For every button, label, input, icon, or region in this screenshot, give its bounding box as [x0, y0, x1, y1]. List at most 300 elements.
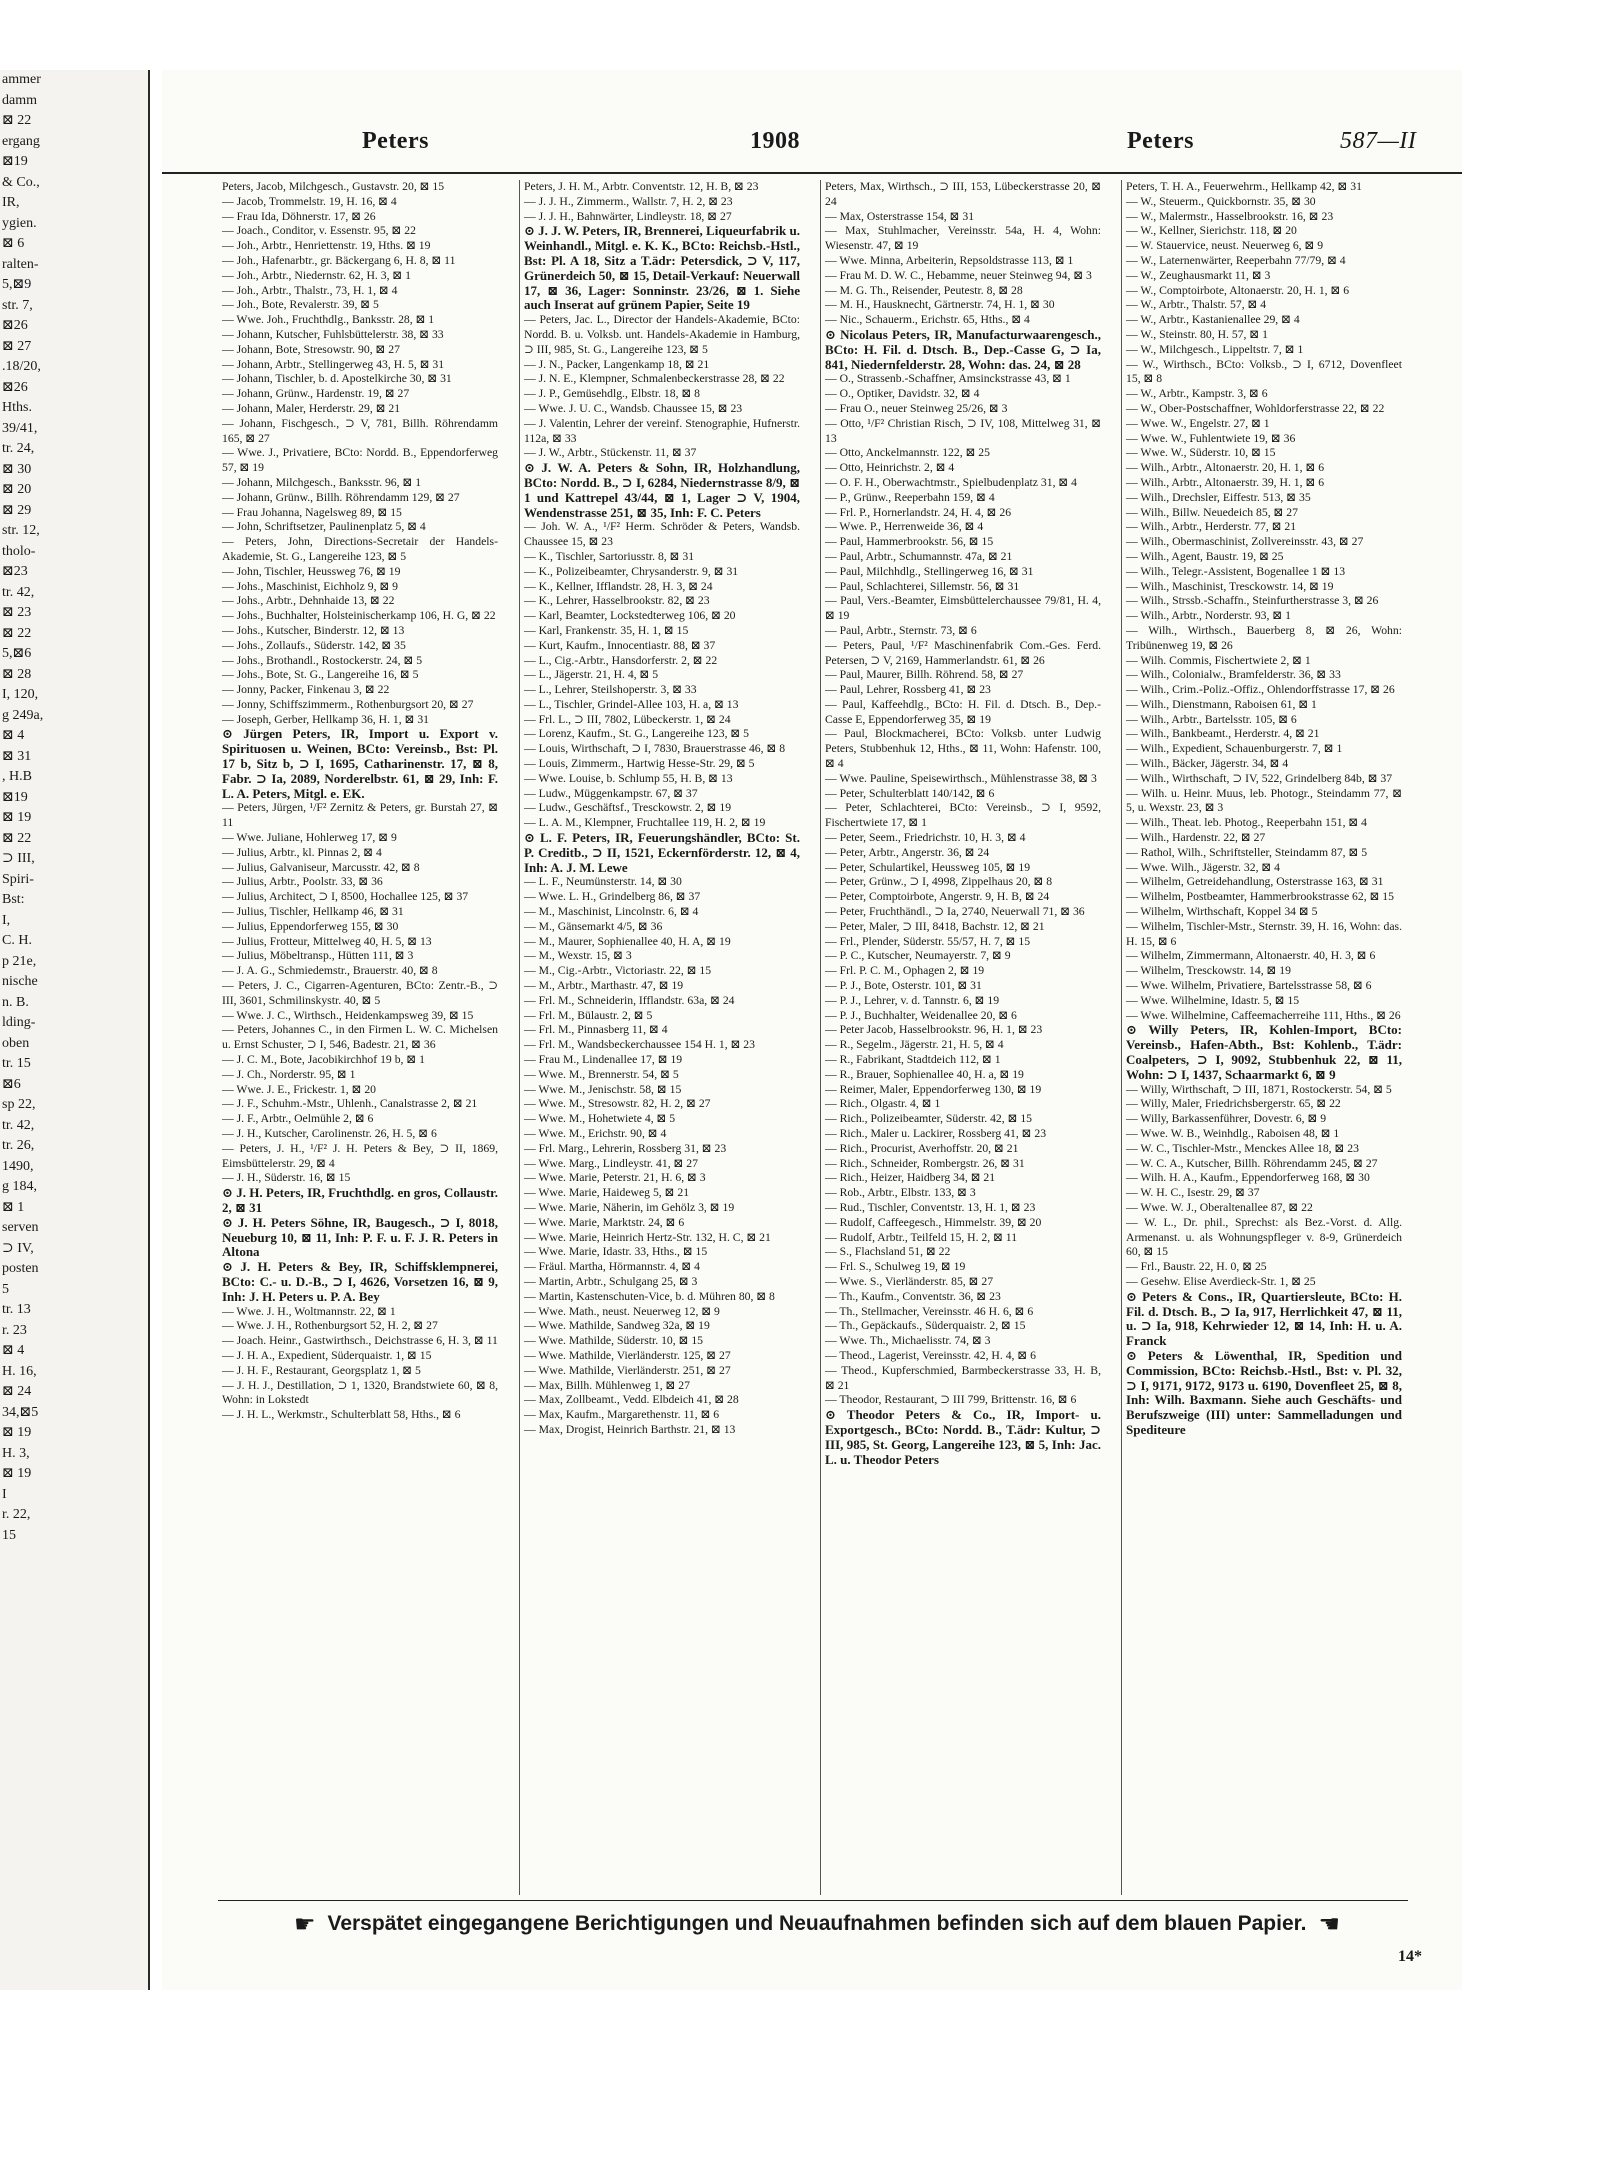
directory-entry: — Johann, Arbtr., Stellingerweg 43, H. 5, ⊠ 31 [222, 357, 445, 371]
directory-entry: — Johs., Arbtr., Dehnhaide 13, ⊠ 22 [222, 594, 395, 608]
left-page-fragment: oben [2, 1035, 30, 1051]
directory-entry: — Johann, Kutscher, Fuhlsbüttelerstr. 38, ⊠ 33 [222, 327, 444, 341]
left-page-fragment: ⊠19 [2, 154, 28, 169]
directory-entry: — W. H. C., Isestr. 29, ⊠ 37 [1126, 1186, 1260, 1200]
header-page-number: 587—II [1340, 128, 1417, 154]
directory-entry: — Frl. M., Schneiderin, Ifflandstr. 63a, ⊠ 24 [524, 993, 735, 1007]
left-page-fragment: I, 120, [2, 687, 39, 702]
directory-entry: — Frl. M., Pinnasberg 11, ⊠ 4 [524, 1023, 668, 1037]
directory-entry: — Wilh., Bäcker, Jägerstr. 34, ⊠ 4 [1126, 757, 1289, 771]
directory-entry: — Rich., Procurist, Averhoffstr. 20, ⊠ 21 [825, 1141, 1019, 1155]
left-page-fragment: serven [2, 1220, 39, 1235]
left-page-fragment: g 184, [2, 1179, 37, 1194]
directory-entry: — Wwe. Wilhelmine, Caffeemacherreihe 111, Hths., ⊠ 26 [1126, 1008, 1401, 1022]
directory-entry: — Willy, Wirthschaft, ⊃ III, 1871, Rostockerstr. 54, ⊠ 5 [1126, 1082, 1392, 1096]
left-page-fragment: ⊠ 22 [2, 113, 32, 128]
left-page-fragment: ⊠ 30 [2, 461, 32, 477]
scan-margin [0, 0, 1600, 60]
directory-entry: — Th., Gepäckaufs., Süderquaistr. 2, ⊠ 15 [825, 1319, 1026, 1333]
left-page-fragment: H. 3, [2, 1445, 30, 1461]
left-page-fragment: ⊠ 19 [2, 810, 32, 825]
directory-entry: — Rudolf, Caffeegesch., Himmelstr. 39, ⊠ 20 [825, 1215, 1042, 1229]
directory-entry: — Wwe. M., Jenischstr. 58, ⊠ 15 [524, 1082, 682, 1096]
directory-entry: — Peter, Grünw., ⊃ I, 4998, Zippelhaus 20, ⊠ 8 [825, 875, 1053, 889]
left-page-fragment: tr. 15 [2, 1056, 31, 1071]
directory-entry: — Wwe. W. B., Weinhdlg., Raboisen 48, ⊠ 1 [1126, 1127, 1340, 1140]
pointing-hand-icon: ☚ [1318, 1910, 1341, 1938]
directory-entry: — Wwe. Th., Michaelisstr. 74, ⊠ 3 [825, 1334, 991, 1348]
directory-entry: — John, Schriftsetzer, Paulinenplatz 5, ⊠ 4 [222, 520, 426, 534]
left-page-fragment: ⊠ 19 [2, 1466, 32, 1481]
directory-entry: — M. G. Th., Reisender, Peutestr. 8, ⊠ 28 [825, 283, 1023, 297]
directory-entry: — Wilh., Obermaschinist, Zollvereinsstr. 43, ⊠ 27 [1126, 535, 1364, 549]
directory-entry: — Joach., Conditor, v. Essenstr. 95, ⊠ 22 [222, 224, 416, 238]
left-page-fragment: 5,⊠6 [2, 646, 32, 661]
directory-entry: — Wilh., Arbtr., Altonaerstr. 39, H. 1, ⊠ 6 [1126, 475, 1325, 489]
directory-entry: — Wwe. W. J., Oberaltenallee 87, ⊠ 22 [1126, 1200, 1313, 1214]
footer-notice [232, 1906, 1402, 1942]
directory-entry: — Otto, Anckelmannstr. 122, ⊠ 25 [825, 446, 990, 460]
left-page-fragment: ⊠ 22 [2, 625, 32, 641]
directory-entry: — Peter, Arbtr., Angerstr. 36, ⊠ 24 [825, 845, 990, 859]
directory-entry: — Wilhelm, Tischler-Mstr., Sternstr. 39, H. 16, Wohn: das. H. 15, ⊠ 6 [1126, 919, 1402, 948]
directory-entry: — O., Strassenb.-Schaffner, Amsinckstrasse 43, ⊠ 1 [825, 372, 1071, 386]
directory-entry: — P. C., Kutscher, Neumayerstr. 7, ⊠ 9 [825, 949, 1011, 963]
directory-entry: — Peter, Schulartikel, Heussweg 105, ⊠ 19 [825, 860, 1031, 874]
left-page-fragment: ⊠ 20 [2, 482, 32, 497]
directory-entry: — Wwe. M., Hohetwiete 4, ⊠ 5 [524, 1112, 676, 1126]
directory-entry: — Wilh., Wirthschaft, ⊃ IV, 522, Grindelberg 84b, ⊠ 37 [1126, 771, 1393, 785]
directory-entry: — Wwe. S., Vierländerstr. 85, ⊠ 27 [825, 1274, 994, 1288]
directory-entry: — Max, Drogist, Heinrich Barthstr. 21, ⊠ 13 [524, 1422, 736, 1436]
directory-entry: — Johs., Kutscher, Binderstr. 12, ⊠ 13 [222, 623, 405, 637]
header-right-name: Peters [1127, 128, 1194, 154]
left-page-fragment: ⊃ IV, [2, 1240, 34, 1256]
left-page-fragment: Hths. [2, 400, 32, 415]
directory-entry: — Wilh., Telegr.-Assistent, Bogenallee 1 ⊠ 13 [1126, 564, 1346, 578]
directory-entry: — J. H., Kutscher, Carolinenstr. 26, H. 5, ⊠ 6 [222, 1127, 437, 1140]
directory-entry: — W., Malermstr., Hasselbrookstr. 16, ⊠ 23 [1126, 209, 1334, 223]
left-page-fragment: .18/20, [2, 359, 41, 374]
directory-entry: — Willy, Barkassenführer, Dovestr. 6, ⊠ 9 [1126, 1112, 1327, 1126]
directory-entry: — J. C. M., Bote, Jacobikirchhof 19 b, ⊠ 1 [222, 1053, 425, 1067]
left-page-fragment: r. 22, [2, 1507, 31, 1522]
left-page-fragment: ⊠ 31 [2, 748, 32, 764]
directory-entry: — Johann, Bote, Stresowstr. 90, ⊠ 27 [222, 342, 400, 356]
left-page-fragment: sp 22, [2, 1097, 36, 1112]
left-page-fragment: ⊠ 4 [2, 728, 25, 743]
pointing-hand-icon: ☛ [293, 1910, 316, 1938]
left-page-fragment: ⊠ 6 [2, 236, 25, 251]
directory-entry: — Frl. P., Hornerlandstr. 24, H. 4, ⊠ 26 [825, 505, 1012, 519]
directory-entry: — Rich., Olgastr. 4, ⊠ 1 [825, 1097, 941, 1111]
left-page-fragment: tr. 42, [2, 1117, 35, 1133]
directory-entry: — Wilh., Arbtr., Altonaerstr. 20, H. 1, ⊠ 6 [1126, 461, 1325, 475]
directory-entry: — K., Kellner, Ifflandstr. 28, H. 3, ⊠ 24 [524, 579, 713, 593]
directory-entry: — Johs., Bote, St. G., Langereihe 16, ⊠ 5 [222, 668, 419, 682]
left-page-fragment: tr. 42, [2, 584, 35, 600]
directory-entry: — Wwe. J. H., Rothenburgsort 52, H. 2, ⊠ 27 [222, 1319, 438, 1333]
directory-entry: — Wilhelm, Zimmermann, Altonaerstr. 40, H. 3, ⊠ 6 [1126, 949, 1376, 963]
left-page-fragment: p 21e, [2, 953, 37, 969]
directory-entry: — Fräul. Martha, Hörmannstr. 4, ⊠ 4 [524, 1260, 700, 1274]
directory-entry: — Frau O., neuer Steinweg 25/26, ⊠ 3 [825, 401, 1008, 415]
directory-entry: — Julius, Architect, ⊃ I, 8500, Hochallee 125, ⊠ 37 [222, 890, 469, 904]
header-left-name: Peters [362, 128, 429, 154]
directory-entry: — Joh., Bote, Revalerstr. 39, ⊠ 5 [222, 298, 379, 312]
directory-entry: ⊙ Willy Peters, IR, Kohlen-Import, BCto: Vereinsb., Hafen-Abth., Bst: Kohlenb., T.ädr: Coalpeters, ⊃ I, 9092, Stubbenhuk 22, ⊠ 11, Wohn: ⊃ I, 1437, Schaarmarkt 6, ⊠ 9 [1126, 1022, 1402, 1082]
directory-entry: — Julius, Arbtr., kl. Pinnas 2, ⊠ 4 [222, 845, 382, 859]
directory-entry: — Ludw., Müggenkampstr. 67, ⊠ 37 [524, 786, 698, 800]
directory-entry: — Nic., Schauerm., Erichstr. 65, Hths., ⊠ 4 [825, 313, 1030, 327]
directory-entry: — J. P., Gemüsehdlg., Elbstr. 18, ⊠ 8 [524, 387, 701, 401]
left-page-fragment: C. H. [2, 933, 32, 948]
directory-entry: — O. F. H., Oberwachtmstr., Spielbudenplatz 31, ⊠ 4 [825, 475, 1077, 489]
directory-entry: — W. L., Dr. phil., Sprechst: als Bez.-Vorst. d. Allg. Armenanst. u. als Wohnungspfleger v. 8-9, Grünerdeich 60, ⊠ 15 [1126, 1215, 1402, 1259]
directory-entry: — Wwe. Mathilde, Süderstr. 10, ⊠ 15 [524, 1334, 704, 1348]
directory-entry: — Frau M., Lindenallee 17, ⊠ 19 [524, 1053, 683, 1067]
directory-entry: — Rich., Heizer, Haidberg 34, ⊠ 21 [825, 1171, 996, 1185]
directory-entry: — Wwe. J. H., Woltmannstr. 22, ⊠ 1 [222, 1304, 396, 1318]
directory-entry: — Julius, Galvaniseur, Marcusstr. 42, ⊠ 8 [222, 860, 420, 874]
left-page-fragment: r. 23 [2, 1322, 27, 1338]
directory-entry: — Frau Ida, Döhnerstr. 17, ⊠ 26 [222, 209, 376, 223]
page-mark: 14* [1398, 1948, 1422, 1965]
left-page-fragment: tr. 24, [2, 441, 35, 456]
directory-entry: — Johann, Maler, Herderstr. 29, ⊠ 21 [222, 401, 401, 415]
directory-entry: — Wilh. Commis, Fischertwiete 2, ⊠ 1 [1126, 653, 1311, 667]
directory-entry: ⊙ J. H. Peters, IR, Fruchthdlg. en gros, Collaustr. 2, ⊠ 31 [222, 1185, 498, 1215]
directory-entry: — Wilhelm, Tresckowstr. 14, ⊠ 19 [1126, 964, 1291, 978]
directory-entry: — Wwe. Wilhelmine, Idastr. 5, ⊠ 15 [1126, 993, 1300, 1007]
directory-entry: — W., Laternenwärter, Reeperbahn 77/79, ⊠ 4 [1126, 253, 1346, 267]
left-page-fragment: ⊠ 28 [2, 666, 32, 682]
directory-entry: ⊙ J. H. Peters & Bey, IR, Schiffsklempnerei, BCto: C.- u. D.-B., ⊃ I, 4626, Vorsetzen 16, ⊠ 9, Inh: J. H. Peters u. P. A. Bey [222, 1259, 498, 1304]
directory-entry: — J. A. G., Schmiedemstr., Brauerstr. 40, ⊠ 8 [222, 964, 438, 978]
directory-entry: Peters, T. H. A., Feuerwehrm., Hellkamp 42, ⊠ 31 [1126, 180, 1362, 193]
directory-entry: — Joh., Arbtr., Niedernstr. 62, H. 3, ⊠ 1 [222, 268, 411, 282]
directory-entry: — Wwe. Louise, b. Schlump 55, H. B, ⊠ 13 [524, 771, 733, 785]
directory-entry: — J. F., Arbtr., Oelmühle 2, ⊠ 6 [222, 1112, 374, 1126]
directory-entry: — O., Optiker, Davidstr. 32, ⊠ 4 [825, 387, 980, 401]
header-year: 1908 [750, 128, 800, 154]
directory-entry: — Paul, Vers.-Beamter, Eimsbüttelerchaussee 79/81, H. 4, ⊠ 19 [825, 594, 1101, 623]
directory-entry: — Karl, Beamter, Lockstedterweg 106, ⊠ 20 [524, 609, 736, 623]
directory-entry: — Wilh. u. Heinr. Muus, leb. Photogr., Steindamm 77, ⊠ 5, u. Wexstr. 23, ⊠ 3 [1126, 786, 1402, 815]
directory-entry: — W., Wirthsch., BCto: Volksb., ⊃ I, 6712, Dovenfleet 15, ⊠ 8 [1126, 357, 1402, 386]
directory-entry: — Peter, Comptoirbote, Angerstr. 9, H. B, ⊠ 24 [825, 890, 1050, 904]
directory-entry: — Theod., Kupferschmied, Barmbeckerstrasse 33, H. B, ⊠ 21 [825, 1363, 1101, 1392]
directory-entry: — Wwe. M., Stresowstr. 82, H. 2, ⊠ 27 [524, 1097, 711, 1111]
left-page-fragment: tholo- [2, 543, 36, 559]
directory-entry: — W. C., Tischler-Mstr., Menckes Allee 18, ⊠ 23 [1126, 1141, 1359, 1155]
directory-entry: — Max, Osterstrasse 154, ⊠ 31 [825, 209, 975, 223]
left-page-fragment: ⊠ 22 [2, 830, 32, 846]
directory-entry: — Wilh., Billw. Neuedeich 85, ⊠ 27 [1126, 505, 1298, 519]
directory-entry: — Julius, Möbeltransp., Hütten 111, ⊠ 3 [222, 949, 414, 963]
directory-entry: — W., Steinstr. 80, H. 57, ⊠ 1 [1126, 327, 1268, 341]
directory-entry: — Th., Stellmacher, Vereinsstr. 46 H. 6, ⊠ 6 [825, 1304, 1034, 1318]
directory-entry: — Peters, J. C., Cigarren-Agenturen, BCto: Zentr.-B., ⊃ III, 3601, Schmilinskystr. 40, ⊠ 5 [222, 979, 498, 1007]
directory-entry: — Wilhelm, Wirthschaft, Koppel 34 ⊠ 5 [1126, 905, 1318, 919]
directory-entry: — R., Brauer, Sophienallee 40, H. a, ⊠ 19 [825, 1067, 1024, 1081]
entry-columns [218, 180, 1408, 1895]
footer-rule [218, 1900, 1408, 1901]
directory-entry: — Paul, Arbtr., Sternstr. 73, ⊠ 6 [825, 623, 977, 637]
directory-entry: — J. Ch., Norderstr. 95, ⊠ 1 [222, 1067, 356, 1081]
directory-entry: — Paul, Blockmacherei, BCto: Volksb. unter Ludwig Peters, Stubbenhuk 12, Hths., ⊠ 11, Wohn: Hafenstr. 100, ⊠ 4 [825, 727, 1101, 771]
left-page-fragment: 34,⊠5 [2, 1404, 39, 1420]
directory-entry: — K., Lehrer, Hasselbrookstr. 82, ⊠ 23 [524, 594, 710, 608]
directory-entry: — Otto, ¹/F² Christian Risch, ⊃ IV, 108, Mittelweg 31, ⊠ 13 [825, 416, 1101, 445]
left-page-fragment: 15 [2, 1527, 16, 1543]
directory-entry: — W., Comptoirbote, Altonaerstr. 20, H. 1, ⊠ 6 [1126, 283, 1350, 297]
directory-entry: — L., Jägerstr. 21, H. 4, ⊠ 5 [524, 668, 659, 682]
directory-entry: Peters, J. H. M., Arbtr. Conventstr. 12, H. B, ⊠ 23 [524, 180, 759, 193]
directory-entry: — Wwe. Minna, Arbeiterin, Repsoldstrasse 113, ⊠ 1 [825, 253, 1074, 267]
left-page-fragment: ⊠ 23 [2, 605, 32, 620]
directory-entry: — J. H. A., Expedient, Süderquaistr. 1, ⊠ 15 [222, 1348, 432, 1362]
directory-entry: — Wilh., Dienstmann, Raboisen 61, ⊠ 1 [1126, 697, 1317, 711]
directory-entry: — M. H., Hausknecht, Gärtnerstr. 74, H. 1, ⊠ 30 [825, 298, 1055, 312]
directory-entry: — Julius, Frotteur, Mittelweg 40, H. 5, ⊠ 13 [222, 934, 432, 948]
directory-entry: — Frl. M., Wandsbeckerchaussee 154 H. 1, ⊠ 23 [524, 1038, 755, 1052]
directory-entry: — Wwe. Marg., Lindleystr. 41, ⊠ 27 [524, 1156, 698, 1170]
directory-entry: — Wilh., Arbtr., Bartelsstr. 105, ⊠ 6 [1126, 712, 1297, 726]
directory-entry: — J. H., Süderstr. 16, ⊠ 15 [222, 1171, 351, 1185]
directory-entry: — Frl. L., ⊃ III, 7802, Lübeckerstr. 1, ⊠ 24 [524, 712, 731, 726]
directory-entry: — Johann, Milchgesch., Banksstr. 96, ⊠ 1 [222, 475, 422, 489]
left-page-fragment: posten [2, 1261, 39, 1276]
directory-entry: — Wwe. Mathilde, Vierländerstr. 251, ⊠ 27 [524, 1363, 731, 1377]
directory-entry: ⊙ Peters & Cons., IR, Quartiersleute, BCto: H. Fil. d. Dtsch. B., ⊃ Ia, 917, Herrlichkeit 47, ⊠ 11, u. ⊃ Ia, 918, Kehrwieder 12, ⊠ 14, Inh: H. u. A. Franck [1126, 1288, 1402, 1349]
directory-entry: — Frl. P. C. M., Ophagen 2, ⊠ 19 [825, 964, 985, 978]
directory-entry: — Frau M. D. W. C., Hebamme, neuer Steinweg 94, ⊠ 3 [825, 268, 1092, 282]
directory-entry: — M., Maschinist, Lincolnstr. 6, ⊠ 4 [524, 905, 699, 919]
column-1 [218, 180, 502, 1895]
left-page-fragment: ralten- [2, 256, 39, 272]
directory-entry: — M., Cig.-Arbtr., Victoriastr. 22, ⊠ 15 [524, 964, 712, 978]
left-page-fragment: 1490, [2, 1158, 34, 1174]
directory-entry: — Wilh., Arbtr., Norderstr. 93, ⊠ 1 [1126, 609, 1291, 623]
directory-entry: ⊙ Peters & Löwenthal, IR, Spedition und Commission, BCto: Reichsb.-Hstl., Bst: v. Pl. 32, ⊃ I, 9171, 9172, 9173 u. 6190, Dovenfleet 25, ⊠ 8, Inh: Wilh. Baxmann. Siehe auch Geschäfts- und Berufszweige (III) unter: Sammelladungen und Spediteure [1126, 1347, 1402, 1437]
directory-entry: — Paul, Hammerbrookstr. 56, ⊠ 15 [825, 535, 994, 549]
left-page-fragment: ⊠19 [2, 789, 28, 805]
left-page-fragment: ⊠26 [2, 379, 28, 395]
directory-entry: — Joh. W. A., ¹/F² Herm. Schröder & Peters, Wandsb. Chaussee 15, ⊠ 23 [524, 520, 800, 549]
directory-entry: — Paul, Arbtr., Schumannstr. 47a, ⊠ 21 [825, 549, 1013, 563]
directory-entry: — Wwe. Marie, Näherin, im Gehölz 3, ⊠ 19 [524, 1200, 735, 1214]
left-page-fragment: ⊠ 19 [2, 1425, 32, 1440]
directory-entry: — Frl., Baustr. 22, H. 0, ⊠ 25 [1126, 1260, 1267, 1274]
directory-entry: — Th., Kaufm., Conventstr. 36, ⊠ 23 [825, 1289, 1001, 1303]
directory-entry: — K., Tischler, Sartoriusstr. 8, ⊠ 31 [524, 549, 695, 563]
directory-entry: — Wilh., Theat. leb. Photog., Reeperbahn 151, ⊠ 4 [1126, 816, 1367, 830]
directory-entry: — Wwe. Marie, Marktstr. 24, ⊠ 6 [524, 1215, 685, 1229]
directory-entry: — Wwe. M., Erichstr. 90, ⊠ 4 [524, 1127, 667, 1140]
left-page-fragment: Bst: [2, 892, 25, 907]
footer-notice-text: Verspätet eingegangene Berichtigungen und Neuaufnahmen befinden sich auf dem blauen Papier. [327, 1912, 1307, 1935]
directory-entry: — Louis, Wirthschaft, ⊃ I, 7830, Brauerstrasse 46, ⊠ 8 [524, 742, 786, 756]
directory-entry: — Johann, Fischgesch., ⊃ V, 781, Billh. Röhrendamm 165, ⊠ 27 [222, 416, 498, 445]
directory-entry: — W., Zeughausmarkt 11, ⊠ 3 [1126, 268, 1271, 282]
directory-entry: — Gesehw. Elise Averdieck-Str. 1, ⊠ 25 [1126, 1274, 1316, 1288]
directory-entry: — Willy, Maler, Friedrichsbergerstr. 65, ⊠ 22 [1126, 1097, 1341, 1111]
directory-entry: — Julius, Arbtr., Poolstr. 33, ⊠ 36 [222, 875, 383, 889]
directory-entry: — Martin, Kastenschuten-Vice, b. d. Mühren 80, ⊠ 8 [524, 1289, 775, 1303]
directory-entry: — Wilh., Hardenstr. 22, ⊠ 27 [1126, 831, 1266, 845]
directory-entry: — Paul, Kaffeehdlg., BCto: H. Fil. d. Dtsch. B., Dep.-Casse E, Eppendorferweg 35, ⊠ 19 [825, 697, 1101, 726]
directory-entry: — Frl. S., Schulweg 19, ⊠ 19 [825, 1260, 966, 1274]
directory-entry: — Wwe. Wilhelm, Privatiere, Bartelsstrasse 58, ⊠ 6 [1126, 979, 1372, 993]
directory-entry: — Lorenz, Kaufm., St. G., Langereihe 123, ⊠ 5 [524, 727, 749, 741]
directory-entry: — Julius, Eppendorferweg 155, ⊠ 30 [222, 919, 399, 933]
left-page-fragment: ⊃ III, [2, 851, 35, 866]
left-page-fragment: 39/41, [2, 420, 38, 436]
directory-entry: — P. J., Lehrer, v. d. Tannstr. 6, ⊠ 19 [825, 993, 1000, 1007]
directory-entry: — Peter, Maler, ⊃ III, 8418, Bachstr. 12, ⊠ 21 [825, 919, 1045, 933]
directory-entry: — Wilh., Strssb.-Schaffn., Steinfurtherstrasse 3, ⊠ 26 [1126, 594, 1379, 608]
directory-entry: — J. Valentin, Lehrer der vereinf. Stenographie, Hufnerstr. 112a, ⊠ 33 [524, 416, 800, 445]
directory-entry: — J. J. H., Zimmerm., Wallstr. 7, H. 2, ⊠ 23 [524, 194, 733, 208]
directory-entry: — K., Polizeibeamter, Chrysanderstr. 9, ⊠ 31 [524, 564, 739, 578]
directory-entry: — S., Flachsland 51, ⊠ 22 [825, 1245, 951, 1259]
directory-entry: — Rich., Polizeibeamter, Süderstr. 42, ⊠ 15 [825, 1112, 1033, 1126]
directory-entry: — Wilh., Expedient, Schauenburgerstr. 7, ⊠ 1 [1126, 742, 1343, 756]
directory-entry: — J. H. F., Restaurant, Georgsplatz 1, ⊠ 5 [222, 1363, 421, 1377]
column-3 [820, 180, 1105, 1895]
directory-entry: — W., Arbtr., Kastanienallee 29, ⊠ 4 [1126, 313, 1300, 327]
directory-entry: — Wilhelm, Postbeamter, Hammerbrookstrasse 62, ⊠ 15 [1126, 890, 1394, 904]
directory-entry: — Rob., Arbtr., Elbstr. 133, ⊠ 3 [825, 1186, 976, 1200]
directory-entry: — Wwe. W., Engelstr. 27, ⊠ 1 [1126, 416, 1270, 430]
directory-entry: — J. N. E., Klempner, Schmalenbeckerstrasse 28, ⊠ 22 [524, 372, 785, 386]
directory-entry: — Paul, Lehrer, Rossberg 41, ⊠ 23 [825, 683, 991, 697]
directory-entry: — Wwe. J. C., Wirthsch., Heidenkampsweg 39, ⊠ 15 [222, 1008, 474, 1022]
directory-entry: — Peters, Jac. L., Director der Handels-Akademie, BCto: Nordd. B. u. Volksb. unt. Handels-Akademie in Hamburg, ⊃ III, 985, St. G., Langereihe 123, ⊠ 5 [524, 313, 800, 356]
directory-entry: — W. Stauervice, neust. Neuerweg 6, ⊠ 9 [1126, 239, 1324, 253]
column-2 [519, 180, 804, 1895]
directory-entry: — Wwe. Marie, Heinrich Hertz-Str. 132, H. C, ⊠ 21 [524, 1230, 771, 1244]
left-page-fragment: str. 7, [2, 297, 33, 313]
directory-entry: — W., Arbtr., Kampstr. 3, ⊠ 6 [1126, 387, 1268, 401]
directory-entry: — Wwe. P., Herrenweide 36, ⊠ 4 [825, 520, 984, 534]
directory-entry: — Theodor, Restaurant, ⊃ III 799, Brittenstr. 16, ⊠ 6 [825, 1393, 1077, 1407]
directory-entry: — P. J., Bote, Osterstr. 101, ⊠ 31 [825, 979, 982, 993]
left-page-fragment: ⊠26 [2, 318, 28, 333]
directory-entry: — Jonny, Schiffszimmerm., Rothenburgsort 20, ⊠ 27 [222, 697, 474, 711]
directory-entry: — Paul, Schlachterei, Sillemstr. 56, ⊠ 31 [825, 579, 1020, 593]
left-page-fragment: ergang [2, 133, 40, 149]
directory-entry: — J. F., Schuhm.-Mstr., Uhlenh., Canalstrasse 2, ⊠ 21 [222, 1097, 478, 1111]
directory-entry: — Wilh., Agent, Baustr. 19, ⊠ 25 [1126, 549, 1284, 563]
directory-entry: — L., Cig.-Arbtr., Hansdorferstr. 2, ⊠ 22 [524, 653, 718, 667]
directory-entry: — Peter, Fruchthändl., ⊃ Ia, 2740, Neuerwall 71, ⊠ 36 [825, 905, 1085, 919]
directory-entry: — Paul, Maurer, Billh. Röhrend. 58, ⊠ 27 [825, 668, 1024, 682]
directory-entry: — Wwe. J. E., Frickestr. 1, ⊠ 20 [222, 1082, 377, 1096]
directory-entry: — Kurt, Kaufm., Innocentiastr. 88, ⊠ 37 [524, 638, 716, 652]
directory-entry: — W., Milchgesch., Lippeltstr. 7, ⊠ 1 [1126, 342, 1304, 356]
left-page-fragment: str. 12, [2, 523, 40, 538]
directory-entry: — Wwe. W., Süderstr. 10, ⊠ 15 [1126, 446, 1276, 460]
left-page-fragment: g 249a, [2, 707, 44, 723]
directory-entry: — Wwe. Mathilde, Sandweg 32a, ⊠ 19 [524, 1319, 710, 1333]
directory-entry: — Rud., Tischler, Conventstr. 13, H. 1, ⊠ 23 [825, 1200, 1036, 1214]
directory-entry: — Ludw., Geschäftsf., Tresckowstr. 2, ⊠ 19 [524, 801, 732, 815]
left-page-fragment: nische [2, 974, 38, 989]
directory-entry: — Rich., Maler u. Lackirer, Rossberg 41, ⊠ 23 [825, 1127, 1047, 1140]
directory-entry: — M., Gänsemarkt 4/5, ⊠ 36 [524, 919, 663, 933]
directory-entry: — Wwe. J. U. C., Wandsb. Chaussee 15, ⊠ 23 [524, 401, 743, 415]
directory-entry: — Johann, Grünw., Hardenstr. 19, ⊠ 27 [222, 387, 410, 401]
left-page-fragment: ⊠ 1 [2, 1199, 25, 1215]
directory-entry: — Johs., Maschinist, Eichholz 9, ⊠ 9 [222, 579, 399, 593]
directory-entry: — Frl., Plender, Süderstr. 55/57, H. 7, ⊠ 15 [825, 934, 1031, 948]
directory-entry: — Johs., Buchhalter, Holsteinischerkamp 106, H. G, ⊠ 22 [222, 609, 496, 623]
left-page-fragment: ⊠ 24 [2, 1384, 32, 1399]
directory-page [162, 70, 1462, 1990]
directory-entry: — Joach. Heinr., Gastwirthsch., Deichstrasse 6, H. 3, ⊠ 11 [222, 1334, 498, 1348]
left-page-fragment: n. B. [2, 994, 29, 1010]
directory-entry: — L., Lehrer, Steilshoperstr. 3, ⊠ 33 [524, 683, 697, 697]
directory-entry: — Paul, Milchhdlg., Stellingerweg 16, ⊠ 31 [825, 564, 1034, 578]
directory-entry: — R., Segelm., Jägerstr. 21, H. 5, ⊠ 4 [825, 1038, 1004, 1052]
directory-entry: — Johann, Tischler, b. d. Apostelkirche 30, ⊠ 31 [222, 372, 452, 386]
left-page-fragment: Spiri- [2, 871, 34, 887]
directory-entry: — John, Tischler, Heussweg 76, ⊠ 19 [222, 564, 401, 578]
directory-entry: — J. N., Packer, Langenkamp 18, ⊠ 21 [524, 357, 710, 371]
directory-entry: — L. A. M., Klempner, Fruchtallee 119, H. 2, ⊠ 19 [524, 816, 766, 830]
left-page-fragment: ammer [2, 72, 41, 87]
left-page-fragment: ygien. [2, 215, 37, 231]
directory-entry: — Wwe. Joh., Fruchthdlg., Banksstr. 28, ⊠ 1 [222, 313, 435, 327]
directory-entry: ⊙ J. J. W. Peters, IR, Brennerei, Liqueurfabrik u. Weinhandl., Mitgl. e. K. K., BCto: Reichsb.-Hstl., Bst: Pl. A 18, Sitz a T.ädr: Petersdick, ⊃ V, 117, Grünerdeich 50, ⊠ 15, Detail-Verkauf: Neuerwall 17, ⊠ 36, Lager: Sonninstr. 23/26, ⊠ 1. Siehe auch Inserat auf grünem Papier, Seite 19 [524, 223, 800, 313]
directory-entry: — Peter Jacob, Hasselbrookstr. 96, H. 1, ⊠ 23 [825, 1023, 1043, 1037]
directory-entry: — Wwe. Wilh., Jägerstr. 32, ⊠ 4 [1126, 860, 1280, 874]
directory-entry: — J. J. H., Bahnwärter, Lindleystr. 18, ⊠ 27 [524, 209, 732, 223]
directory-entry: — Wwe. Marie, Haideweg 5, ⊠ 21 [524, 1186, 690, 1200]
directory-entry: — Frl. M., Bülaustr. 2, ⊠ 5 [524, 1008, 653, 1022]
directory-entry: — Wwe. M., Brennerstr. 54, ⊠ 5 [524, 1067, 679, 1081]
directory-entry: — Peters, John, Directions-Secretair der Handels-Akademie, St. G., Langereihe 123, ⊠ 5 [222, 535, 498, 563]
left-page-edge [0, 70, 150, 1990]
directory-entry: — W., Ober-Postschaffner, Wohldorferstrasse 22, ⊠ 22 [1126, 401, 1385, 415]
directory-entry: — J. H. J., Destillation, ⊃ 1, 1320, Brandstwiete 60, ⊠ 8, Wohn: in Lokstedt [222, 1378, 498, 1407]
directory-entry: — M., Maurer, Sophienallee 40, H. A, ⊠ 19 [524, 934, 731, 948]
left-page-fragment: I, [2, 912, 11, 928]
directory-entry: — Wilh., Colonialw., Bramfelderstr. 36, ⊠ 33 [1126, 668, 1341, 682]
directory-entry: — L., Tischler, Grindel-Allee 103, H. a, ⊠ 13 [524, 697, 739, 711]
directory-entry: — Johs., Zollaufs., Süderstr. 142, ⊠ 35 [222, 638, 406, 652]
directory-entry: — Peter, Seem., Friedrichstr. 10, H. 3, ⊠ 4 [825, 831, 1026, 845]
left-page-fragment: , H.B [2, 769, 32, 784]
directory-entry: — Wwe. Mathilde, Vierländerstr. 125, ⊠ 27 [524, 1348, 731, 1362]
page-header [162, 120, 1462, 170]
directory-entry: — Max, Zollbeamt., Vedd. Elbdeich 41, ⊠ 28 [524, 1393, 739, 1407]
directory-entry: ⊙ J. W. A. Peters & Sohn, IR, Holzhandlung, BCto: Nordd. B., ⊃ I, 6284, Niedernstrasse 8/9, ⊠ 1 und Kattrepel 43/44, ⊠ 1, Lager ⊃ V, 1904, Wendenstrasse 251, ⊠ 35, Inh: F. C. Peters [524, 460, 800, 520]
directory-entry: — Frau Johanna, Nagelsweg 89, ⊠ 15 [222, 505, 402, 519]
directory-entry: — Joh., Arbtr., Henriettenstr. 19, Hths. ⊠ 19 [222, 239, 431, 253]
left-page-fragment: 5,⊠9 [2, 277, 32, 292]
directory-entry: — Peters, Johannes C., in den Firmen L. W. C. Michelsen u. Ernst Schuster, ⊃ I, 546, Badestr. 21, ⊠ 36 [222, 1023, 498, 1052]
directory-entry: — Rudolf, Arbtr., Teilfeld 15, H. 2, ⊠ 11 [825, 1230, 1018, 1244]
directory-entry: — W., Kellner, Sierichstr. 118, ⊠ 20 [1126, 224, 1297, 238]
left-page-fragment: tr. 26, [2, 1138, 35, 1153]
directory-entry: — Peters, J. H., ¹/F² J. H. Peters & Bey, ⊃ II, 1869, Eimsbüttelerstr. 29, ⊠ 4 [222, 1141, 498, 1170]
directory-entry: ⊙ J. H. Peters Söhne, IR, Baugesch., ⊃ I, 8018, Neueburg 10, ⊠ 11, Inh: P. F. u. F. J. R. Peters in Altona [222, 1214, 498, 1260]
directory-entry: — Wwe. Pauline, Speisewirthsch., Mühlenstrasse 38, ⊠ 3 [825, 771, 1097, 785]
directory-entry: — Peter, Schlachterei, BCto: Vereinsb., ⊃ I, 9592, Fischertwiete 17, ⊠ 1 [825, 801, 1101, 830]
